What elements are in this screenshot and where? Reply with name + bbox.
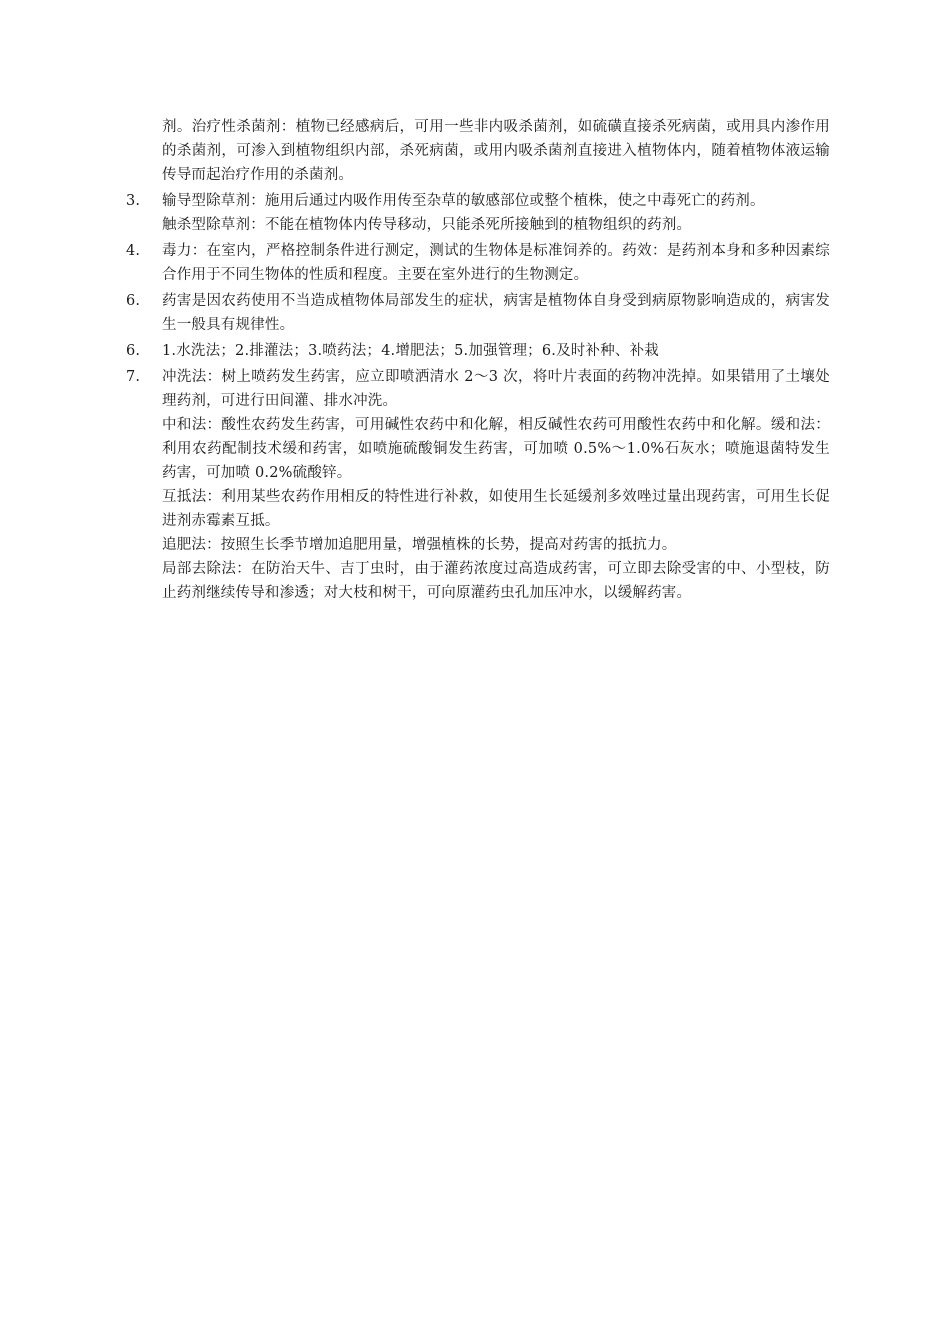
list-item xyxy=(126,339,830,363)
item-paragraph: 局部去除法：在防治天牛、吉丁虫时，由于灌药浓度过高造成药害，可立即去除受害的中、小型枝，防止药剂继续传导和渗透；对大枝和树干，可向原灌药虫孔加压冲水，以缓解药害。 xyxy=(162,561,830,601)
item-paragraph: 中和法：酸性农药发生药害，可用碱性农药中和化解，相反碱性农药可用酸性农药中和化解。缓和法：利用农药配制技术缓和药害，如喷施硫酸铜发生药害，可加喷 0.5%～1.0%石灰水；喷施退菌特发生药害，可加喷 0.2%硫酸锌。 xyxy=(162,417,830,481)
item-paragraph: 输导型除草剂：施用后通过内吸作用传至杂草的敏感部位或整个植株，使之中毒死亡的药剂。 xyxy=(162,193,765,209)
item-paragraph: 1.水洗法；2.排灌法；3.喷药法；4.增肥法；5.加强管理；6.及时补种、补栽 xyxy=(162,343,660,359)
list-item xyxy=(126,189,830,237)
item-paragraph: 触杀型除草剂：不能在植物体内传导移动，只能杀死所接触到的植物组织的药剂。 xyxy=(162,217,692,233)
item-number: 3. xyxy=(126,193,141,209)
item-number: 4. xyxy=(126,243,141,259)
item-paragraph: 药害是因农药使用不当造成植物体局部发生的症状，病害是植物体自身受到病原物影响造成的，病害发生一般具有规律性。 xyxy=(162,293,830,333)
item-paragraph: 追肥法：按照生长季节增加追肥用量，增强植株的长势，提高对药害的抵抗力。 xyxy=(162,537,677,553)
item-number: 6. xyxy=(126,343,141,359)
answer-list xyxy=(126,115,830,607)
item-number: 7. xyxy=(126,369,141,385)
item-paragraph: 冲洗法：树上喷药发生药害，应立即喷洒清水 2～3 次，将叶片表面的药物冲洗掉。如果错用了土壤处理药剂，可进行田间灌、排水冲洗。 xyxy=(162,369,830,409)
item-number: 6. xyxy=(126,293,141,309)
item-paragraph: 毒力：在室内，严格控制条件进行测定，测试的生物体是标准饲养的。药效：是药剂本身和多种因素综合作用于不同生物体的性质和程度。主要在室外进行的生物测定。 xyxy=(162,243,830,283)
item-paragraph: 互抵法：利用某些农药作用相反的特性进行补救，如使用生长延缓剂多效唑过量出现药害，可用生长促进剂赤霉素互抵。 xyxy=(162,489,830,529)
list-item xyxy=(126,365,830,605)
list-item xyxy=(126,289,830,337)
item-paragraph: 剂。治疗性杀菌剂：植物已经感病后，可用一些非内吸杀菌剂，如硫磺直接杀死病菌，或用具内渗作用的杀菌剂，可渗入到植物组织内部，杀死病菌，或用内吸杀菌剂直接进入植物体内，随着植物体液运输传导而起治疗作用的杀菌剂。 xyxy=(162,119,830,183)
list-item xyxy=(126,115,830,187)
list-item xyxy=(126,239,830,287)
